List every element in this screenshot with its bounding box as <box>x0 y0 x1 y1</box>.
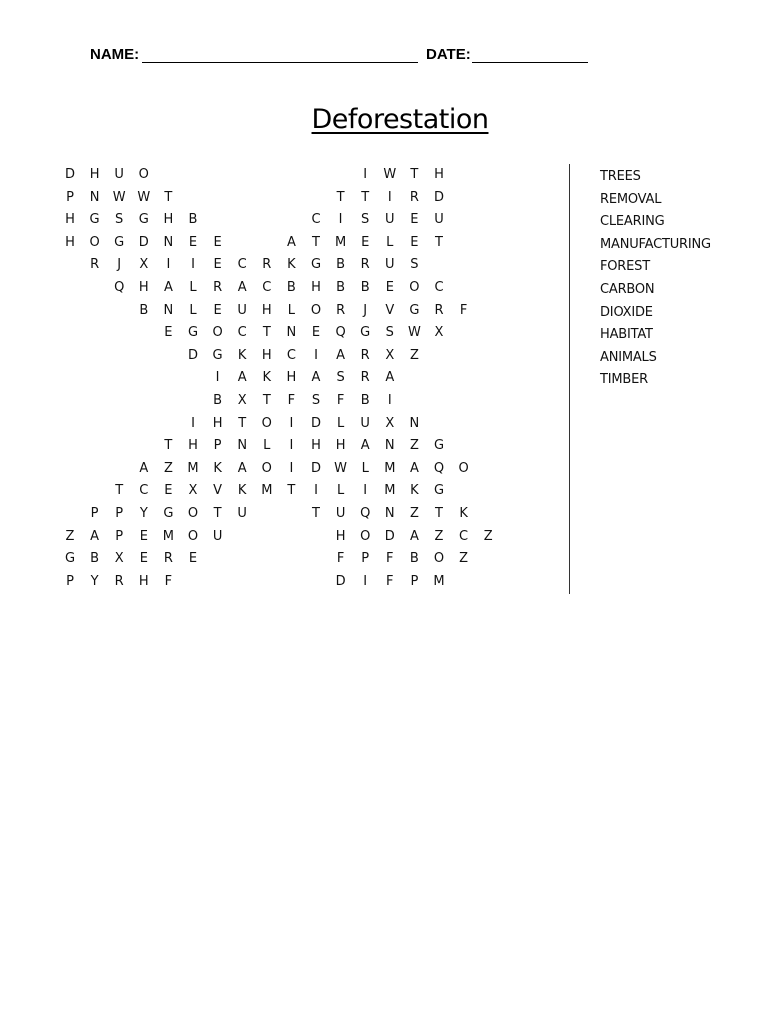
grid-letter[interactable]: E <box>385 280 394 295</box>
grid-letter[interactable]: G <box>212 347 223 363</box>
grid-letter[interactable]: P <box>115 506 124 521</box>
grid-letter[interactable]: H <box>311 280 321 295</box>
grid-letter[interactable]: X <box>188 483 198 499</box>
grid-letter[interactable]: I <box>289 460 294 476</box>
grid-letter[interactable]: A <box>163 280 173 295</box>
grid-letter[interactable]: Z <box>163 460 173 476</box>
grid-letter[interactable]: R <box>213 280 223 295</box>
grid-letter[interactable]: X <box>434 325 444 341</box>
grid-letter[interactable]: I <box>191 415 195 431</box>
grid-letter[interactable]: D <box>310 460 321 476</box>
date-label: DATE: <box>426 46 471 63</box>
grid-letter[interactable]: V <box>385 302 395 318</box>
grid-letter[interactable]: H <box>89 167 100 182</box>
grid-letter[interactable]: E <box>213 302 222 318</box>
grid-letter[interactable]: C <box>237 257 247 273</box>
grid-letter[interactable]: X <box>139 257 149 273</box>
grid-letter[interactable]: U <box>360 415 370 431</box>
grid-letter[interactable]: G <box>163 506 174 521</box>
grid-letter[interactable]: P <box>410 573 419 589</box>
grid-letter[interactable]: A <box>409 460 419 476</box>
grid-letter[interactable]: C <box>262 280 272 295</box>
grid-letter[interactable]: R <box>114 573 124 589</box>
grid-letter[interactable]: Q <box>433 460 445 476</box>
grid-letter[interactable]: I <box>289 415 294 431</box>
grid-letter[interactable]: N <box>237 438 248 454</box>
grid-letter[interactable]: Y <box>139 506 148 521</box>
grid-letter[interactable]: G <box>64 551 76 567</box>
grid-letter[interactable]: C <box>286 347 296 363</box>
grid-letter[interactable]: U <box>237 302 247 318</box>
grid-letter[interactable]: X <box>385 347 395 363</box>
grid-letter[interactable]: B <box>90 551 100 567</box>
grid-letter[interactable]: T <box>262 325 271 341</box>
grid-letter[interactable]: N <box>286 325 297 341</box>
grid-letter[interactable]: Q <box>360 506 371 521</box>
grid-letter[interactable]: G <box>409 302 420 318</box>
grid-letter[interactable]: B <box>336 280 346 295</box>
grid-letter[interactable]: C <box>311 212 321 228</box>
grid-letter[interactable]: E <box>213 257 222 273</box>
grid-letter[interactable]: T <box>312 506 320 521</box>
grid-letter[interactable]: I <box>363 573 368 589</box>
grid-letter[interactable]: G <box>433 483 445 499</box>
grid-letter[interactable]: N <box>409 415 420 431</box>
grid-letter[interactable]: R <box>434 302 444 318</box>
word-list <box>600 166 711 392</box>
word-list-item: DIOXIDE <box>600 304 653 320</box>
grid-letter[interactable]: Q <box>335 325 346 341</box>
grid-letter[interactable]: T <box>336 189 345 205</box>
grid-letter[interactable]: T <box>238 415 247 431</box>
grid-letter[interactable]: G <box>310 257 322 273</box>
grid-letter[interactable]: I <box>387 393 392 408</box>
grid-letter[interactable]: H <box>335 438 346 454</box>
grid-letter[interactable]: I <box>363 167 368 182</box>
grid-letter[interactable]: A <box>286 234 296 250</box>
grid-letter[interactable]: P <box>213 438 222 454</box>
grid-letter[interactable]: A <box>360 438 370 454</box>
grid-letter[interactable]: U <box>212 528 223 544</box>
grid-letter[interactable]: C <box>237 325 247 341</box>
grid-letter[interactable]: O <box>458 460 469 476</box>
grid-letter[interactable]: D <box>433 189 444 205</box>
grid-letter[interactable]: M <box>384 460 396 476</box>
grid-letter[interactable]: T <box>262 393 271 408</box>
word-list-item: HABITAT <box>600 327 653 343</box>
grid-letter[interactable]: W <box>383 167 397 182</box>
grid-letter[interactable]: R <box>360 347 370 363</box>
grid-letter[interactable]: S <box>385 325 394 341</box>
grid-letter[interactable]: H <box>212 415 223 431</box>
grid-letter[interactable]: D <box>64 167 75 182</box>
grid-letter[interactable]: B <box>360 280 370 295</box>
grid-letter[interactable]: T <box>435 234 443 250</box>
grid-letter[interactable]: E <box>164 325 173 341</box>
grid-letter[interactable]: B <box>213 393 223 408</box>
grid-letter[interactable]: S <box>311 393 321 408</box>
grid-letter[interactable]: S <box>410 257 419 273</box>
grid-letter[interactable]: F <box>336 551 345 567</box>
grid-letter[interactable]: O <box>187 506 199 521</box>
grid-letter[interactable]: E <box>188 551 198 567</box>
grid-letter[interactable]: I <box>166 257 171 273</box>
grid-letter[interactable]: Z <box>483 528 493 544</box>
grid-letter[interactable]: O <box>409 280 420 295</box>
grid-letter[interactable]: F <box>386 551 394 567</box>
grid-letter[interactable]: D <box>187 347 198 363</box>
grid-letter[interactable]: D <box>138 234 149 250</box>
grid-letter[interactable]: M <box>334 234 347 250</box>
grid-letter[interactable]: K <box>459 506 468 521</box>
grid-letter[interactable]: W <box>137 189 151 205</box>
grid-letter[interactable]: E <box>188 234 198 250</box>
grid-letter[interactable]: G <box>89 212 100 228</box>
grid-letter[interactable]: H <box>261 347 272 363</box>
grid-letter[interactable]: M <box>433 573 445 589</box>
grid-letter[interactable]: E <box>164 483 173 499</box>
word-list-item: TIMBER <box>600 372 648 388</box>
grid-letter[interactable]: O <box>360 528 371 544</box>
grid-letter[interactable]: A <box>311 370 321 386</box>
grid-letter[interactable]: P <box>115 528 124 544</box>
grid-letter[interactable]: C <box>139 483 149 499</box>
grid-letter[interactable]: M <box>162 528 174 544</box>
grid-letter[interactable]: W <box>334 460 348 476</box>
grid-letter[interactable]: W <box>407 325 421 341</box>
grid-letter[interactable]: R <box>90 257 100 273</box>
grid-letter[interactable]: K <box>237 483 247 499</box>
grid-letter[interactable]: I <box>215 370 220 386</box>
grid-letter[interactable]: Z <box>409 438 419 454</box>
grid-letter[interactable]: H <box>286 370 297 386</box>
grid-letter[interactable]: F <box>459 302 468 318</box>
grid-letter[interactable]: P <box>66 189 74 205</box>
grid-letter[interactable]: I <box>387 189 392 205</box>
grid-letter[interactable]: O <box>212 325 223 341</box>
grid-letter[interactable]: A <box>409 528 419 544</box>
grid-letter[interactable]: X <box>237 393 247 408</box>
grid-letter[interactable]: U <box>385 212 395 228</box>
grid-letter[interactable]: R <box>360 257 370 273</box>
grid-letter[interactable]: G <box>433 438 445 454</box>
grid-letter[interactable]: A <box>90 528 100 544</box>
grid-letter[interactable]: S <box>336 370 345 386</box>
grid-letter[interactable]: H <box>335 528 346 544</box>
grid-letter[interactable]: P <box>361 551 370 567</box>
grid-letter[interactable]: I <box>191 257 195 273</box>
grid-letter[interactable]: G <box>138 212 149 228</box>
grid-letter[interactable]: L <box>386 234 394 250</box>
grid-letter[interactable]: D <box>335 573 346 589</box>
grid-letter[interactable]: T <box>213 506 222 521</box>
word-list-item: CLEARING <box>600 214 665 230</box>
grid-letter[interactable]: L <box>263 438 271 454</box>
grid-letter[interactable]: C <box>459 528 469 544</box>
word-list-item: CARBON <box>600 281 655 297</box>
grid-letter[interactable]: O <box>261 415 272 431</box>
grid-letter[interactable]: G <box>187 325 199 341</box>
grid-letter[interactable]: O <box>187 528 199 544</box>
grid-letter[interactable]: E <box>139 551 148 567</box>
grid-letter[interactable]: L <box>336 415 345 431</box>
grid-letter[interactable]: J <box>363 302 368 318</box>
grid-letter[interactable]: E <box>410 234 419 250</box>
grid-letter[interactable]: Z <box>65 528 75 544</box>
grid-letter[interactable]: N <box>384 506 395 521</box>
grid-letter[interactable]: B <box>409 551 419 567</box>
grid-letter[interactable]: W <box>112 189 126 205</box>
column-divider <box>569 164 570 594</box>
grid-letter[interactable]: N <box>89 189 100 205</box>
grid-letter[interactable]: H <box>163 212 174 228</box>
grid-letter[interactable]: B <box>188 212 198 228</box>
grid-letter[interactable]: N <box>163 234 174 250</box>
grid-letter[interactable]: I <box>314 347 318 363</box>
grid-letter[interactable]: A <box>237 370 247 386</box>
word-list-item: FOREST <box>600 259 650 275</box>
grid-letter[interactable]: L <box>189 280 197 295</box>
grid-letter[interactable]: L <box>361 460 369 476</box>
grid-letter[interactable]: E <box>361 234 370 250</box>
grid-letter[interactable]: Z <box>459 551 469 567</box>
grid-letter[interactable]: I <box>363 483 368 499</box>
grid-letter[interactable]: E <box>139 528 148 544</box>
grid-letter[interactable]: A <box>336 347 346 363</box>
grid-letter[interactable]: X <box>114 551 124 567</box>
grid-letter[interactable]: H <box>434 167 444 182</box>
grid-letter[interactable]: Q <box>114 280 125 295</box>
grid-letter[interactable]: H <box>311 438 321 454</box>
word-list-item: REMOVAL <box>600 191 662 207</box>
grid-letter[interactable]: T <box>361 189 370 205</box>
grid-letter[interactable]: T <box>164 189 173 205</box>
grid-letter[interactable]: K <box>287 257 296 273</box>
grid-letter[interactable]: I <box>338 212 343 228</box>
grid-letter[interactable]: U <box>385 257 395 273</box>
grid-letter[interactable]: K <box>262 370 272 386</box>
grid-letter[interactable]: T <box>435 506 443 521</box>
grid-letter[interactable]: E <box>213 234 222 250</box>
grid-letter[interactable]: O <box>433 551 445 567</box>
grid-letter[interactable]: Z <box>434 528 444 544</box>
grid-letter[interactable]: T <box>115 483 124 499</box>
grid-letter[interactable]: V <box>213 483 223 499</box>
grid-letter[interactable]: K <box>237 347 247 363</box>
grid-letter[interactable]: O <box>89 234 100 250</box>
grid-letter[interactable]: S <box>115 212 124 228</box>
grid-letter[interactable]: G <box>114 234 125 250</box>
grid-letter[interactable]: F <box>386 573 394 589</box>
grid-letter[interactable]: S <box>361 212 370 228</box>
grid-letter[interactable]: U <box>434 212 444 228</box>
grid-letter[interactable]: H <box>188 438 198 454</box>
grid-letter[interactable]: O <box>310 302 322 318</box>
grid-letter[interactable]: U <box>237 506 247 521</box>
grid-letter[interactable]: Z <box>409 347 419 363</box>
grid-letter[interactable]: P <box>66 573 74 589</box>
grid-letter[interactable]: B <box>139 302 149 318</box>
grid-letter[interactable]: T <box>410 167 419 182</box>
grid-letter[interactable]: L <box>287 302 296 318</box>
grid-letter[interactable]: H <box>138 280 149 295</box>
grid-letter[interactable]: N <box>384 438 395 454</box>
word-list-item: ANIMALS <box>600 349 657 365</box>
grid-letter[interactable]: M <box>187 460 199 476</box>
grid-letter[interactable]: O <box>261 460 272 476</box>
grid-letter[interactable]: F <box>164 573 173 589</box>
grid-letter[interactable]: H <box>261 302 272 318</box>
grid-letter[interactable]: O <box>138 167 149 182</box>
grid-letter[interactable]: J <box>117 257 122 273</box>
grid-letter[interactable]: Z <box>409 506 419 521</box>
grid-letter[interactable]: R <box>163 551 173 567</box>
grid-letter[interactable]: K <box>410 483 419 499</box>
grid-letter[interactable]: P <box>90 506 99 521</box>
grid-letter[interactable]: D <box>310 415 321 431</box>
grid-letter[interactable]: I <box>289 438 294 454</box>
grid-letter[interactable]: A <box>139 460 149 476</box>
name-label: NAME: <box>90 46 140 63</box>
grid-letter[interactable]: T <box>164 438 173 454</box>
grid-letter[interactable]: R <box>336 302 346 318</box>
word-list-item: TREES <box>600 169 641 184</box>
grid-letter[interactable]: H <box>65 234 75 250</box>
grid-letter[interactable]: Y <box>90 573 99 589</box>
grid-letter[interactable]: R <box>409 189 419 205</box>
word-list-item: MANUFACTURING <box>600 236 711 252</box>
grid-letter[interactable]: H <box>65 212 75 228</box>
grid-letter[interactable]: K <box>213 460 222 476</box>
grid-letter[interactable]: I <box>314 483 318 499</box>
grid-letter[interactable]: L <box>336 483 345 499</box>
grid-letter[interactable]: B <box>360 393 370 408</box>
grid-letter[interactable]: T <box>312 234 320 250</box>
grid-letter[interactable]: R <box>262 257 272 273</box>
grid-letter[interactable]: F <box>287 393 296 408</box>
grid-letter[interactable]: U <box>335 506 346 521</box>
grid-letter[interactable]: A <box>237 280 247 295</box>
grid-letter[interactable]: D <box>384 528 395 544</box>
grid-letter[interactable]: G <box>360 325 371 341</box>
grid-letter[interactable]: E <box>311 325 321 341</box>
grid-letter[interactable]: N <box>163 302 174 318</box>
grid-letter[interactable]: C <box>434 280 444 295</box>
grid-letter[interactable]: E <box>410 212 419 228</box>
grid-letter[interactable]: X <box>385 415 395 431</box>
grid-letter[interactable]: L <box>189 302 197 318</box>
grid-letter[interactable]: M <box>261 483 273 499</box>
grid-letter[interactable]: T <box>287 483 296 499</box>
grid-letter[interactable]: U <box>114 167 124 182</box>
grid-letter[interactable]: A <box>385 370 395 386</box>
grid-letter[interactable]: H <box>138 573 149 589</box>
grid-letter[interactable]: B <box>286 280 296 295</box>
grid-letter[interactable]: F <box>336 393 345 408</box>
grid-letter[interactable]: M <box>384 483 396 499</box>
page-title: Deforestation <box>311 104 489 135</box>
grid-letter[interactable]: B <box>336 257 346 273</box>
grid-letter[interactable]: R <box>360 370 370 386</box>
grid-letter[interactable]: A <box>237 460 247 476</box>
